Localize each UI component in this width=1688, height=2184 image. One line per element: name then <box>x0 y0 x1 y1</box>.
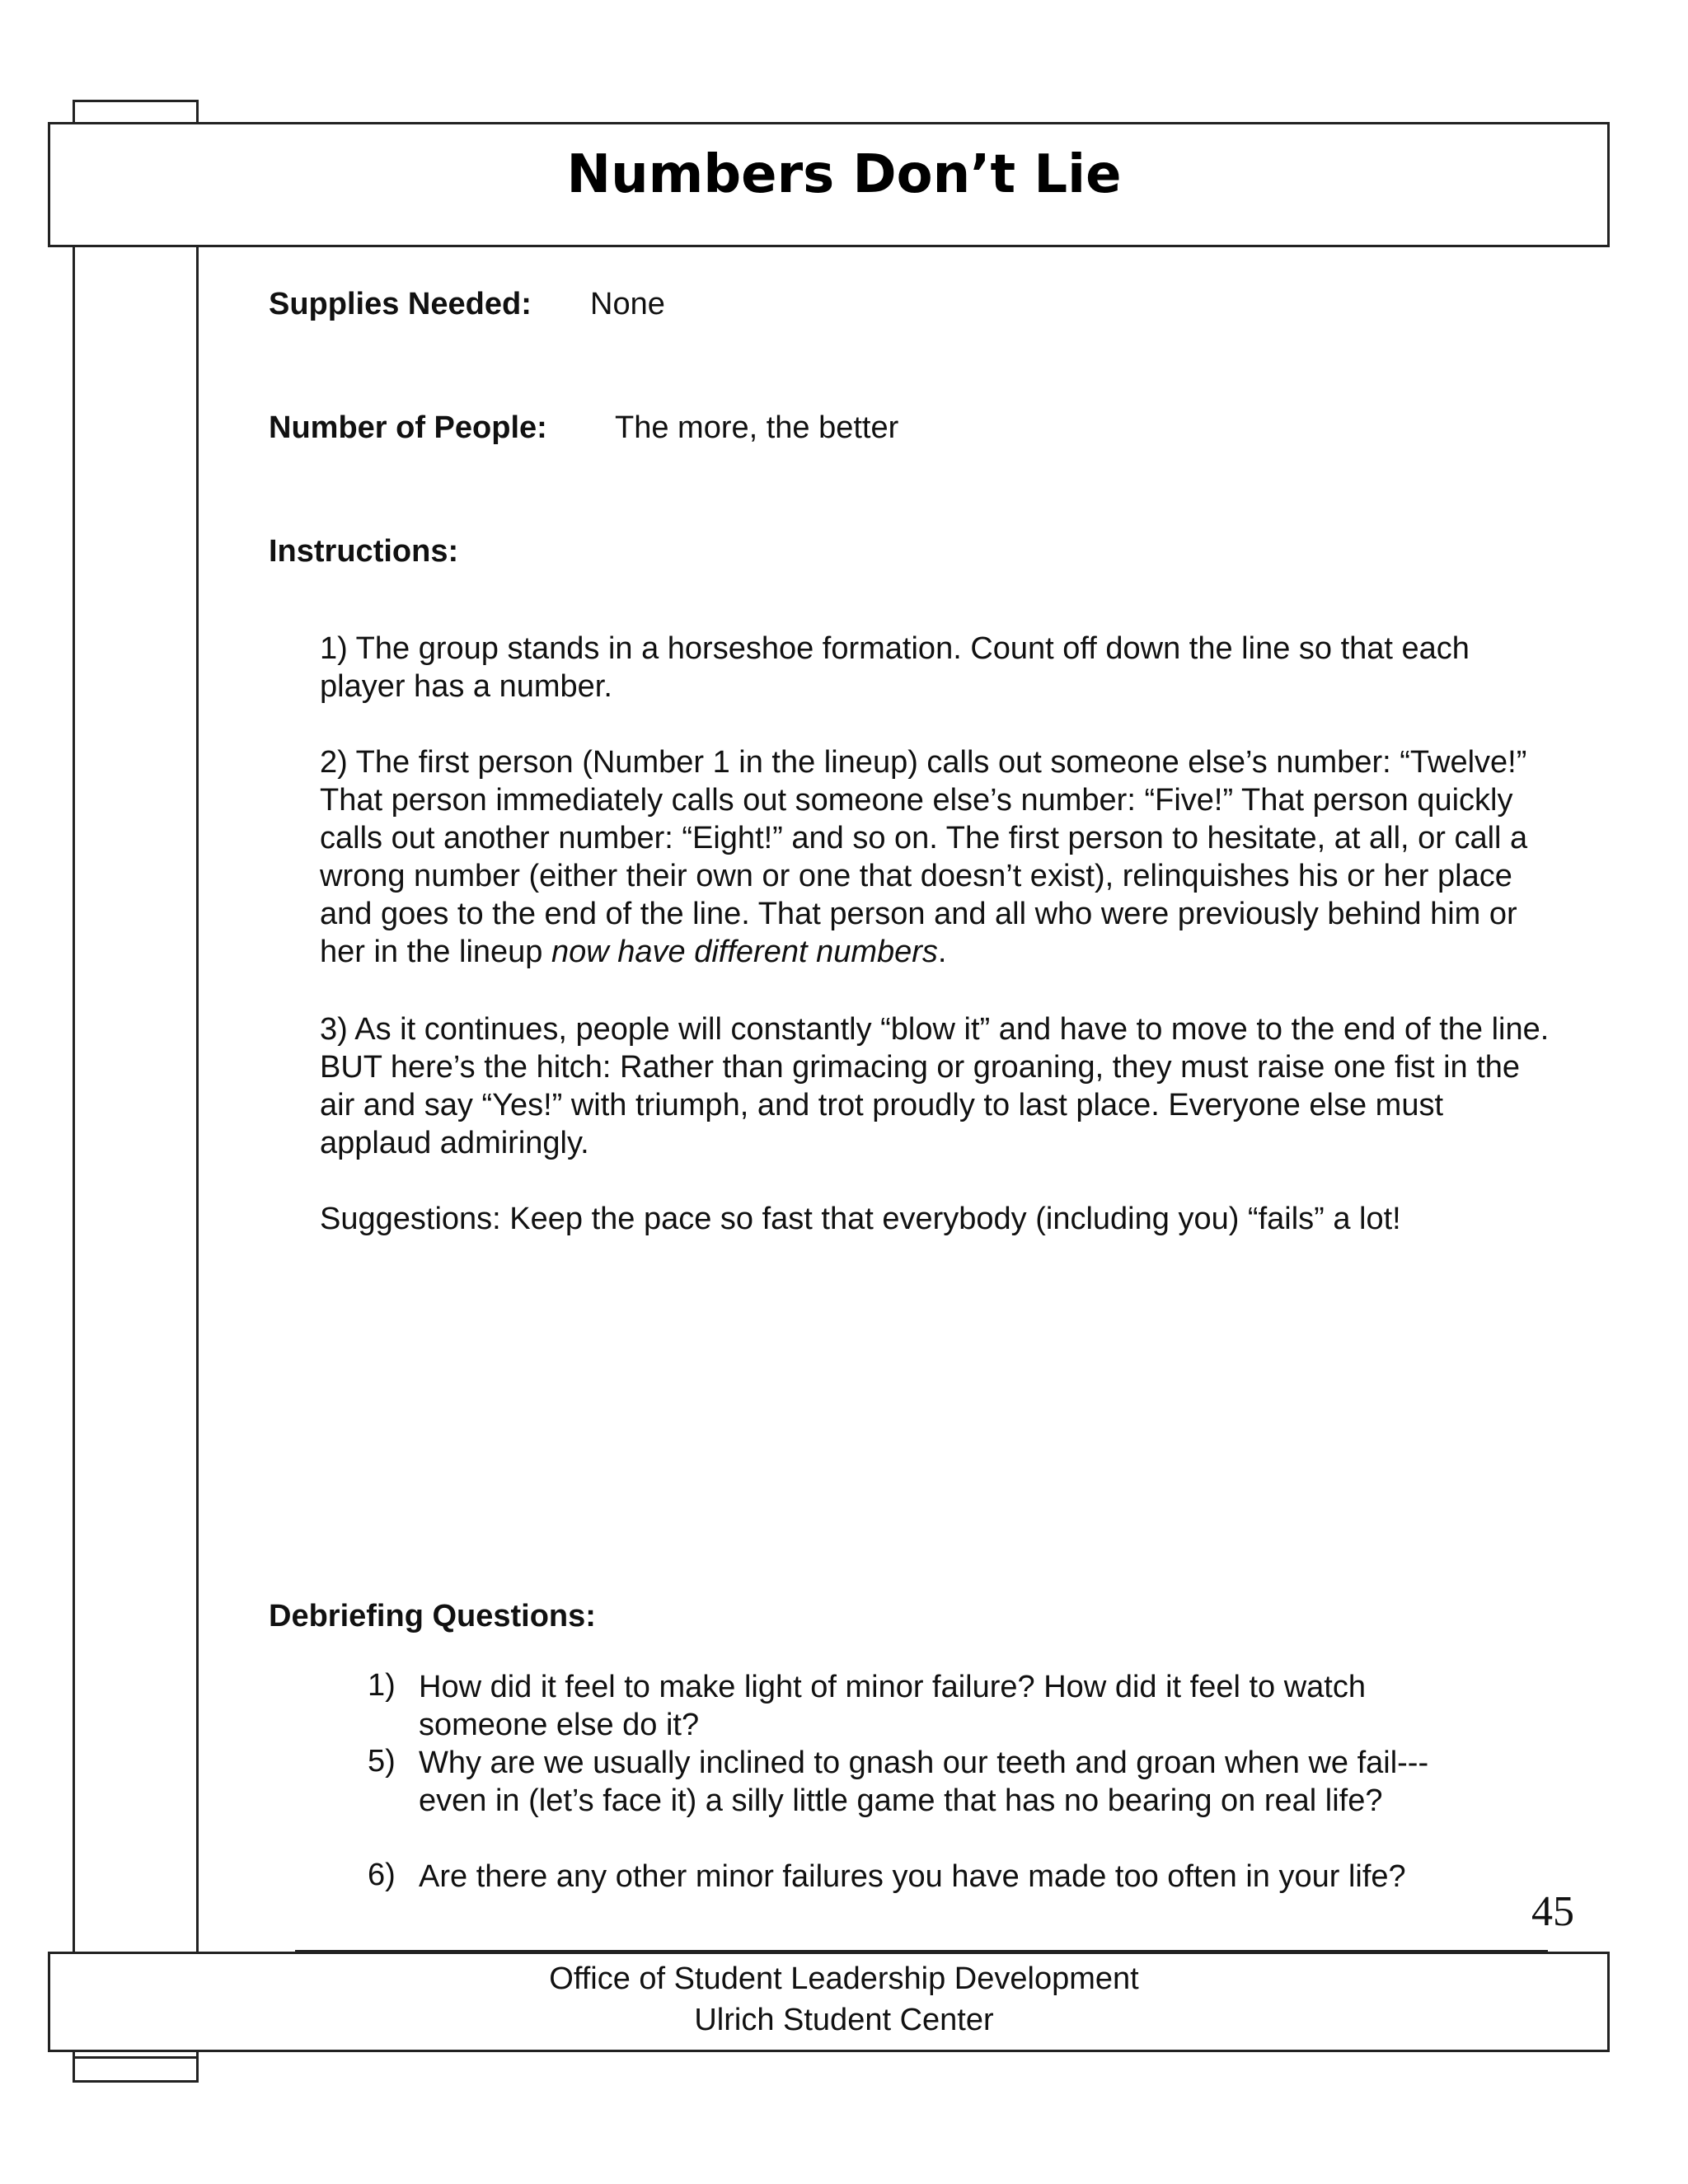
suggestions: Suggestions: Keep the pace so fast that everybody (including you) “fails” a lot! <box>320 1202 1401 1236</box>
question-text: Why are we usually inclined to gnash our teeth and groan when we fail---even in (let’s face it) a silly little game that has no bearing on real life? <box>419 1746 1429 1818</box>
question-text: Are there any other minor failures you have made too often in your life? <box>419 1859 1406 1894</box>
footer-line-2: Ulrich Student Center <box>694 2003 994 2037</box>
footer-line-1: Office of Student Leadership Development <box>549 1961 1139 1996</box>
people-value: The more, the better <box>615 410 899 445</box>
instruction-step-2 <box>320 743 1556 971</box>
instruction-step-1: 1) The group stands in a horseshoe formation. Count off down the line so that each player has a number. <box>320 631 1470 704</box>
supplies-value: None <box>590 287 665 321</box>
question-number: 6) <box>368 1858 396 1892</box>
instructions-heading: Instructions: <box>269 534 459 569</box>
bottom-tab <box>73 2056 199 2083</box>
question-number: 5) <box>368 1744 396 1779</box>
instruction-step-3: 3) As it continues, people will constantly “blow it” and have to move to the end of the line. BUT here’s the hitch: Rather than grimacing or groaning, they must raise one fist in the air and say “Yes!” with triumph, and trot proudly to last place. Everyone else must applaud admiringly. <box>320 1012 1550 1160</box>
page-number: 45 <box>1531 1888 1574 1935</box>
instruction-step-2-text: 2) The first person (Number 1 in the lineup) calls out someone else’s number: “Twelve!” That person immediately calls out someone else’s number: “Five!” That person quickly calls out another number: “Eight!” and so on. The first person to hesitate, at all, or call a wrong number (either their own or one that doesn’t exist), relinquishes his or her place and goes to the end of the line. That person and all who were previously behind him or her in the lineup <box>320 745 1528 969</box>
left-column-frame <box>73 124 199 2069</box>
debrief-heading: Debriefing Questions: <box>269 1599 596 1633</box>
instruction-step-2-emphasis: now have different numbers <box>551 935 938 969</box>
supplies-label: Supplies Needed: <box>269 287 532 321</box>
question-number: 1) <box>368 1668 396 1703</box>
people-label: Number of People: <box>269 410 547 445</box>
instruction-step-2-end: . <box>937 935 947 969</box>
footer-top-rule-left <box>295 1950 1548 1952</box>
page-title: Numbers Don’t Lie <box>566 144 1122 205</box>
question-text: How did it feel to make light of minor failure? How did it feel to watch someone else do it? <box>419 1670 1366 1742</box>
